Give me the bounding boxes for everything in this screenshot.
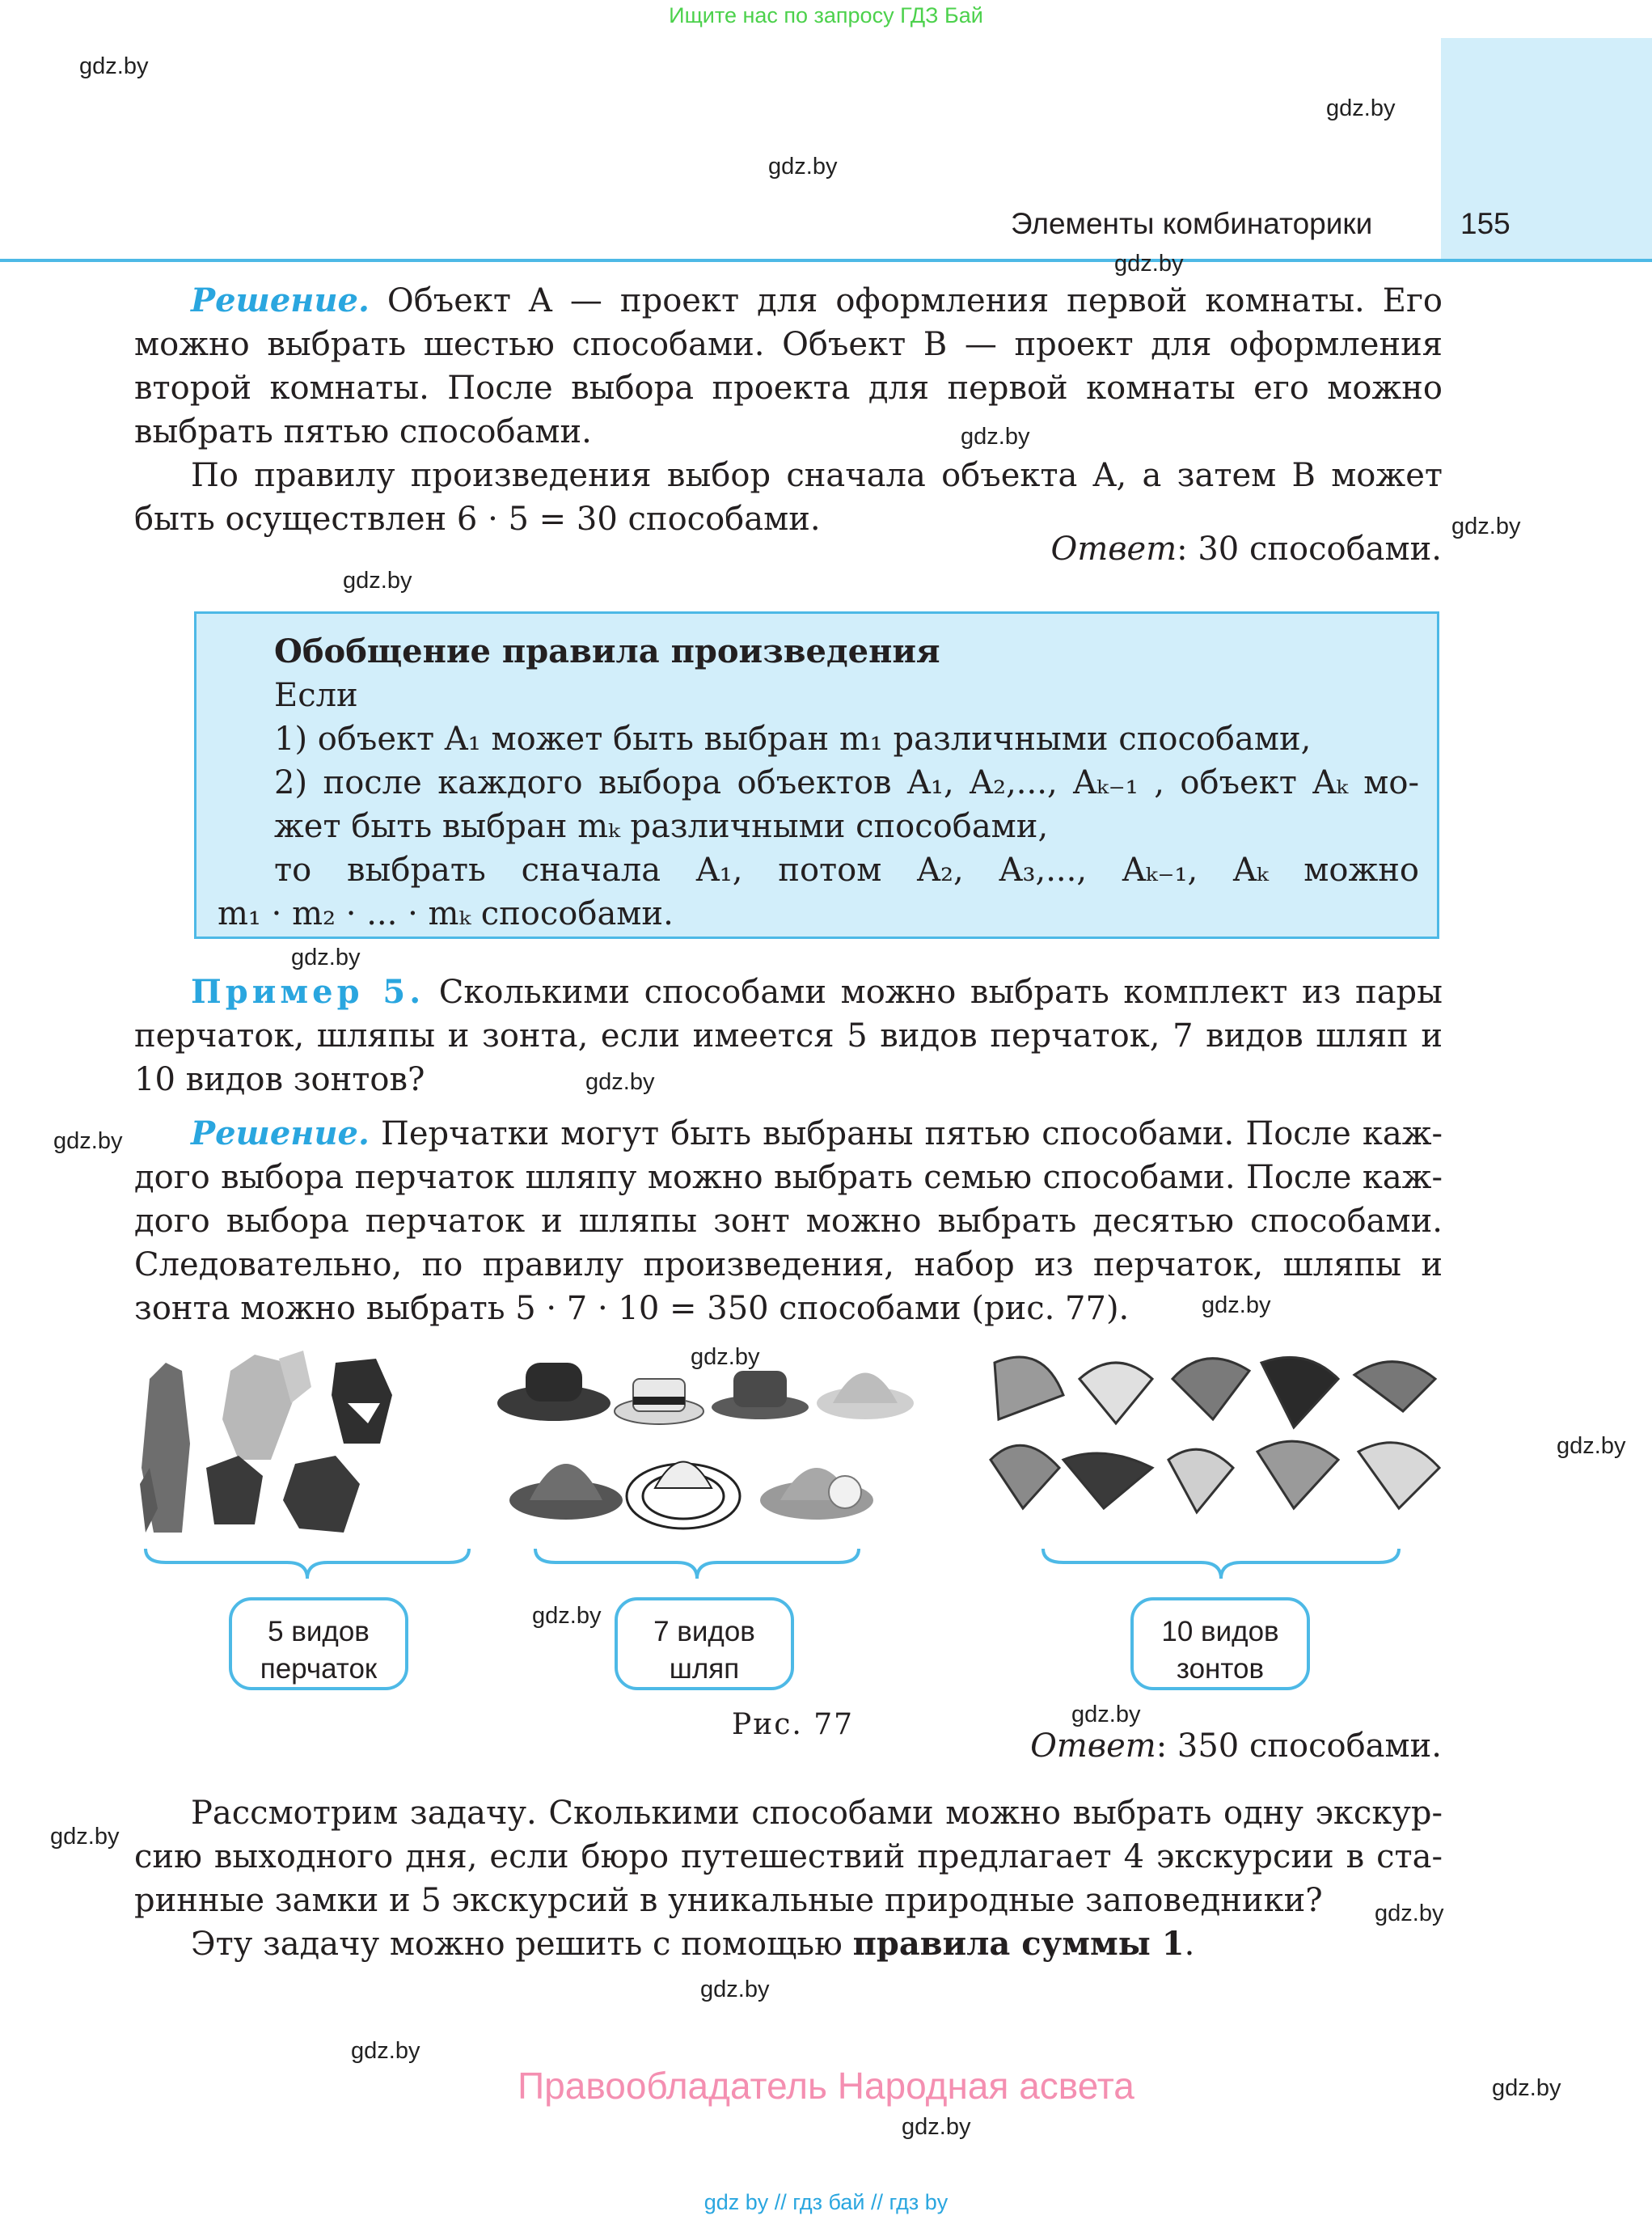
text-line: можно выбрать шестью способами. Объект B — проект для оформления xyxy=(134,326,1443,363)
watermark: gdz.by xyxy=(585,1069,655,1095)
caption-line: перчаток xyxy=(260,1653,378,1685)
solution-1 xyxy=(134,279,1443,541)
caption-line: 7 видов xyxy=(653,1616,755,1647)
watermark: gdz.by xyxy=(768,154,838,180)
watermark: gdz.by xyxy=(1557,1433,1626,1459)
rule-item-2a: 2) после каждого выбора объектов A₁, A₂,..., Aₖ₋₁ , объект Aₖ мо- xyxy=(274,764,1419,801)
umbrellas-image xyxy=(982,1347,1443,1541)
text-line: дого выбора перчаток шляпу можно выбрать семью способами. После каж- xyxy=(134,1159,1443,1196)
answer-1 xyxy=(1051,531,1442,568)
solution-label: Решение. xyxy=(191,281,370,319)
gloves-image xyxy=(133,1347,400,1541)
footer-links[interactable]: gdz by // гдз бай // гдз by xyxy=(703,2190,949,2214)
rule-item-1: 1) объект A₁ может быть выбран m₁ различными способами, xyxy=(274,721,1312,758)
page-number: 155 xyxy=(1460,207,1510,240)
text-line: второй комнаты. После выбора проекта для первой комнаты его можно xyxy=(134,370,1443,407)
task xyxy=(134,1791,1443,1966)
text-line: перчаток, шляпы и зонта, если имеется 5 видов перчаток, 7 видов шляп и xyxy=(134,1017,1443,1055)
text-line: 10 видов зонтов? xyxy=(134,1061,425,1098)
text-line: Эту задачу можно решить с помощью xyxy=(191,1926,853,1963)
rule-box xyxy=(194,611,1439,939)
solution-2 xyxy=(134,1112,1443,1330)
answer-label: Ответ xyxy=(1030,1727,1156,1765)
watermark: gdz.by xyxy=(291,945,361,970)
rule-if: Если xyxy=(274,677,358,714)
text-line: ринные замки и 5 экскурсий в уникальные природные заповедники? xyxy=(134,1882,1323,1919)
caption-line: 5 видов xyxy=(268,1616,370,1647)
header-rule xyxy=(0,259,1652,262)
watermark: gdz.by xyxy=(53,1128,123,1154)
text-line: дого выбора перчаток и шляпы зонт можно выбрать десятью способами. xyxy=(134,1203,1443,1240)
watermark: gdz.by xyxy=(700,1977,770,2002)
watermark: gdz.by xyxy=(1202,1292,1271,1318)
figure-caption: Рис. 77 xyxy=(732,1708,855,1741)
caption-line: шляп xyxy=(669,1653,740,1685)
text-line: сию выходного дня, если бюро путешествий предлагает 4 экскурсии в ста- xyxy=(134,1838,1443,1875)
caption-line: 10 видов xyxy=(1161,1616,1279,1647)
hats-brace xyxy=(531,1545,863,1585)
caption-line: зонтов xyxy=(1176,1653,1265,1685)
watermark: gdz.by xyxy=(343,568,412,594)
text-line: Сколькими способами можно выбрать комплект из пары xyxy=(438,974,1443,1011)
rule-item-2b: жет быть выбран mₖ различными способами, xyxy=(274,808,1049,845)
answer-label: Ответ xyxy=(1050,531,1177,568)
hats-caption xyxy=(615,1597,794,1690)
answer-value: : 350 способами. xyxy=(1156,1727,1442,1765)
section-title: Элементы комбинаторики xyxy=(1011,207,1373,240)
text-line: быть осуществлен 6 · 5 = 30 способами. xyxy=(134,501,821,538)
watermark: gdz.by xyxy=(902,2114,971,2140)
watermark: gdz.by xyxy=(79,53,149,79)
text-line: По правилу произведения выбор сначала объекта A, а затем B может xyxy=(191,457,1443,494)
watermark: gdz.by xyxy=(1375,1901,1444,1926)
watermark: gdz.by xyxy=(1114,251,1184,277)
rule-title: Обобщение правила произведения xyxy=(274,632,940,670)
watermark: gdz.by xyxy=(1326,95,1396,121)
text-line: Рассмотрим задачу. Сколькими способами можно выбрать одну экскур- xyxy=(191,1795,1443,1832)
answer-2 xyxy=(1030,1727,1442,1765)
copyright-line: Правообладатель Народная асвета xyxy=(518,2065,1134,2107)
umbrellas-caption xyxy=(1130,1597,1310,1690)
watermark: gdz.by xyxy=(351,2038,420,2064)
text-line: Следовательно, по правилу произведения, набор из перчаток, шляпы и xyxy=(134,1246,1443,1283)
watermark: gdz.by xyxy=(691,1344,760,1370)
solution-label: Решение. xyxy=(191,1114,370,1152)
watermark: gdz.by xyxy=(1492,2075,1561,2101)
rule-then-b: m₁ · m₂ · ... · mₖ способами. xyxy=(218,895,674,932)
rule-name: правила суммы 1 xyxy=(852,1925,1185,1963)
gloves-brace xyxy=(142,1545,473,1585)
example-label: Пример 5. xyxy=(191,973,425,1011)
answer-value: : 30 способами. xyxy=(1177,531,1442,568)
gloves-caption xyxy=(229,1597,408,1690)
text-line: выбрать пятью способами. xyxy=(134,413,592,450)
text-line: . xyxy=(1184,1926,1195,1963)
watermark: gdz.by xyxy=(50,1824,120,1850)
watermark: gdz.by xyxy=(1451,514,1521,539)
rule-then-a: то выбрать сначала A₁, потом A₂, A₃,..., Aₖ₋₁, Aₖ можно xyxy=(274,852,1419,889)
text-line: зонта можно выбрать 5 · 7 · 10 = 350 способами (рис. 77). xyxy=(134,1290,1130,1327)
watermark: gdz.by xyxy=(532,1603,602,1629)
example-5 xyxy=(134,970,1443,1101)
text-line: Перчатки могут быть выбраны пятью способами. После каж- xyxy=(381,1115,1443,1152)
hats-image xyxy=(497,1347,918,1541)
umbrellas-brace xyxy=(1039,1545,1403,1585)
text-line: Объект A — проект для оформления первой комнаты. Его xyxy=(387,282,1443,319)
top-banner[interactable]: Ищите нас по запросу ГДЗ Бай xyxy=(669,3,983,27)
watermark: gdz.by xyxy=(961,424,1030,450)
watermark: gdz.by xyxy=(1071,1702,1141,1727)
